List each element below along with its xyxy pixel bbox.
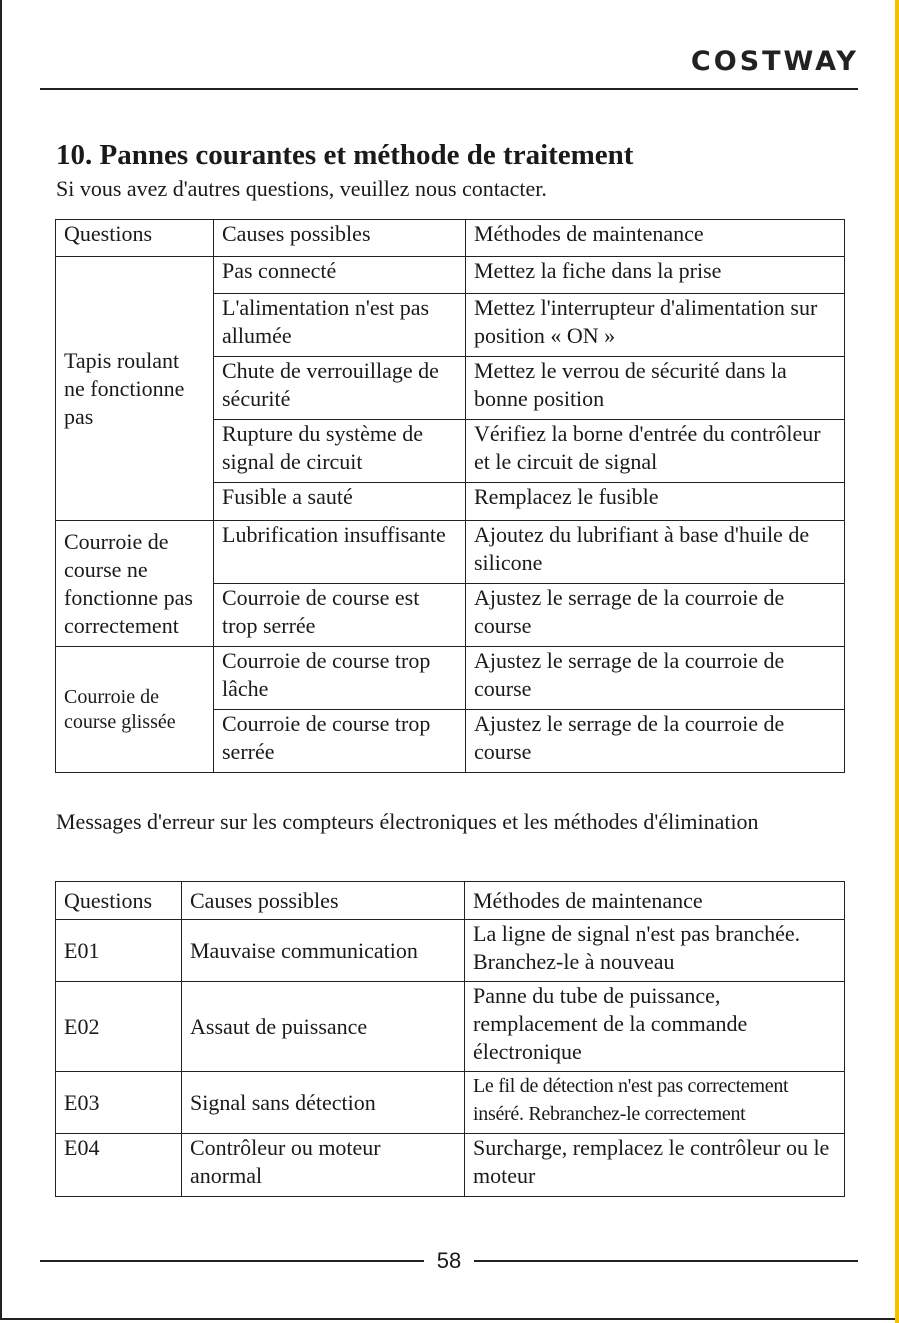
- table-row: [56, 1134, 845, 1197]
- method-cell: Remplacez le fusible: [466, 483, 845, 521]
- cause-cell: L'alimentation n'est pas allumée: [214, 294, 466, 357]
- method-cell: Ajustez le serrage de la courroie de course: [466, 584, 845, 647]
- cause-cell: Rupture du système de signal de circuit: [214, 420, 466, 483]
- header-questions: Questions: [56, 220, 214, 257]
- page-edge-accent: [895, 0, 899, 1323]
- method-cell: Vérifiez la borne d'entrée du contrôleur et le circuit de signal: [466, 420, 845, 483]
- header-methods: Méthodes de maintenance: [466, 220, 845, 257]
- table-row: [56, 521, 845, 584]
- cause-cell: Fusible a sauté: [214, 483, 466, 521]
- question-cell: Tapis roulant ne fonctionne pas: [56, 257, 214, 521]
- cause-cell: Mauvaise communication: [182, 920, 465, 982]
- method-cell: Panne du tube de puissance, remplacement de la commande électronique: [465, 982, 845, 1072]
- section-subtitle: Si vous avez d'autres questions, veuillez nous contacter.: [56, 176, 547, 201]
- method-cell: Mettez l'interrupteur d'alimentation sur position « ON »: [466, 294, 845, 357]
- method-cell: La ligne de signal n'est pas branchée. Branchez-le à nouveau: [465, 920, 845, 982]
- table-row: [56, 920, 845, 982]
- method-cell: Ajustez le serrage de la courroie de course: [466, 710, 845, 773]
- cause-cell: Pas connecté: [214, 257, 466, 294]
- error-codes-table: [55, 881, 845, 1197]
- method-cell: Mettez la fiche dans la prise: [466, 257, 845, 294]
- table-header-row: [56, 220, 845, 257]
- method-cell: Mettez le verrou de sécurité dans la bonne position: [466, 357, 845, 420]
- cause-cell: Chute de verrouillage de sécurité: [214, 357, 466, 420]
- cause-cell: Courroie de course est trop serrée: [214, 584, 466, 647]
- cause-cell: Contrôleur ou moteur anormal: [182, 1134, 465, 1197]
- table-row: [56, 647, 845, 710]
- table-header-row: [56, 882, 845, 920]
- brand-logo: COSTWAY: [690, 46, 859, 77]
- cause-cell: Signal sans détection: [182, 1072, 465, 1134]
- method-cell: Surcharge, remplacez le contrôleur ou le moteur: [465, 1134, 845, 1197]
- header-causes: Causes possibles: [182, 882, 465, 920]
- error-code-cell: E01: [56, 920, 182, 982]
- method-cell: Ajoutez du lubrifiant à base d'huile de silicone: [466, 521, 845, 584]
- table-row: [56, 1072, 845, 1134]
- error-code-cell: E04: [56, 1134, 182, 1197]
- table-row: [56, 982, 845, 1072]
- header-causes: Causes possibles: [214, 220, 466, 257]
- header-methods: Méthodes de maintenance: [465, 882, 845, 920]
- method-cell: Ajustez le serrage de la courroie de course: [466, 647, 845, 710]
- footer-divider-right: [474, 1260, 858, 1262]
- error-messages-heading: Messages d'erreur sur les compteurs électroniques et les méthodes d'élimination: [56, 809, 759, 834]
- header-questions: Questions: [56, 882, 182, 920]
- footer-divider-left: [40, 1260, 424, 1262]
- page-number: 58: [436, 1248, 462, 1273]
- header-divider: [40, 88, 858, 90]
- question-cell: Courroie de course ne fonctionne pas correctement: [56, 521, 214, 647]
- cause-cell: Assaut de puissance: [182, 982, 465, 1072]
- troubleshooting-table: [55, 219, 845, 773]
- error-code-cell: E03: [56, 1072, 182, 1134]
- question-cell: Courroie de course glissée: [56, 647, 214, 773]
- error-code-cell: E02: [56, 982, 182, 1072]
- method-cell: Le fil de détection n'est pas correctement inséré. Rebranchez-le correctement: [465, 1072, 845, 1134]
- cause-cell: Lubrification insuffisante: [214, 521, 466, 584]
- table-row: [56, 257, 845, 294]
- section-title: 10. Pannes courantes et méthode de traitement: [56, 139, 634, 171]
- cause-cell: Courroie de course trop serrée: [214, 710, 466, 773]
- cause-cell: Courroie de course trop lâche: [214, 647, 466, 710]
